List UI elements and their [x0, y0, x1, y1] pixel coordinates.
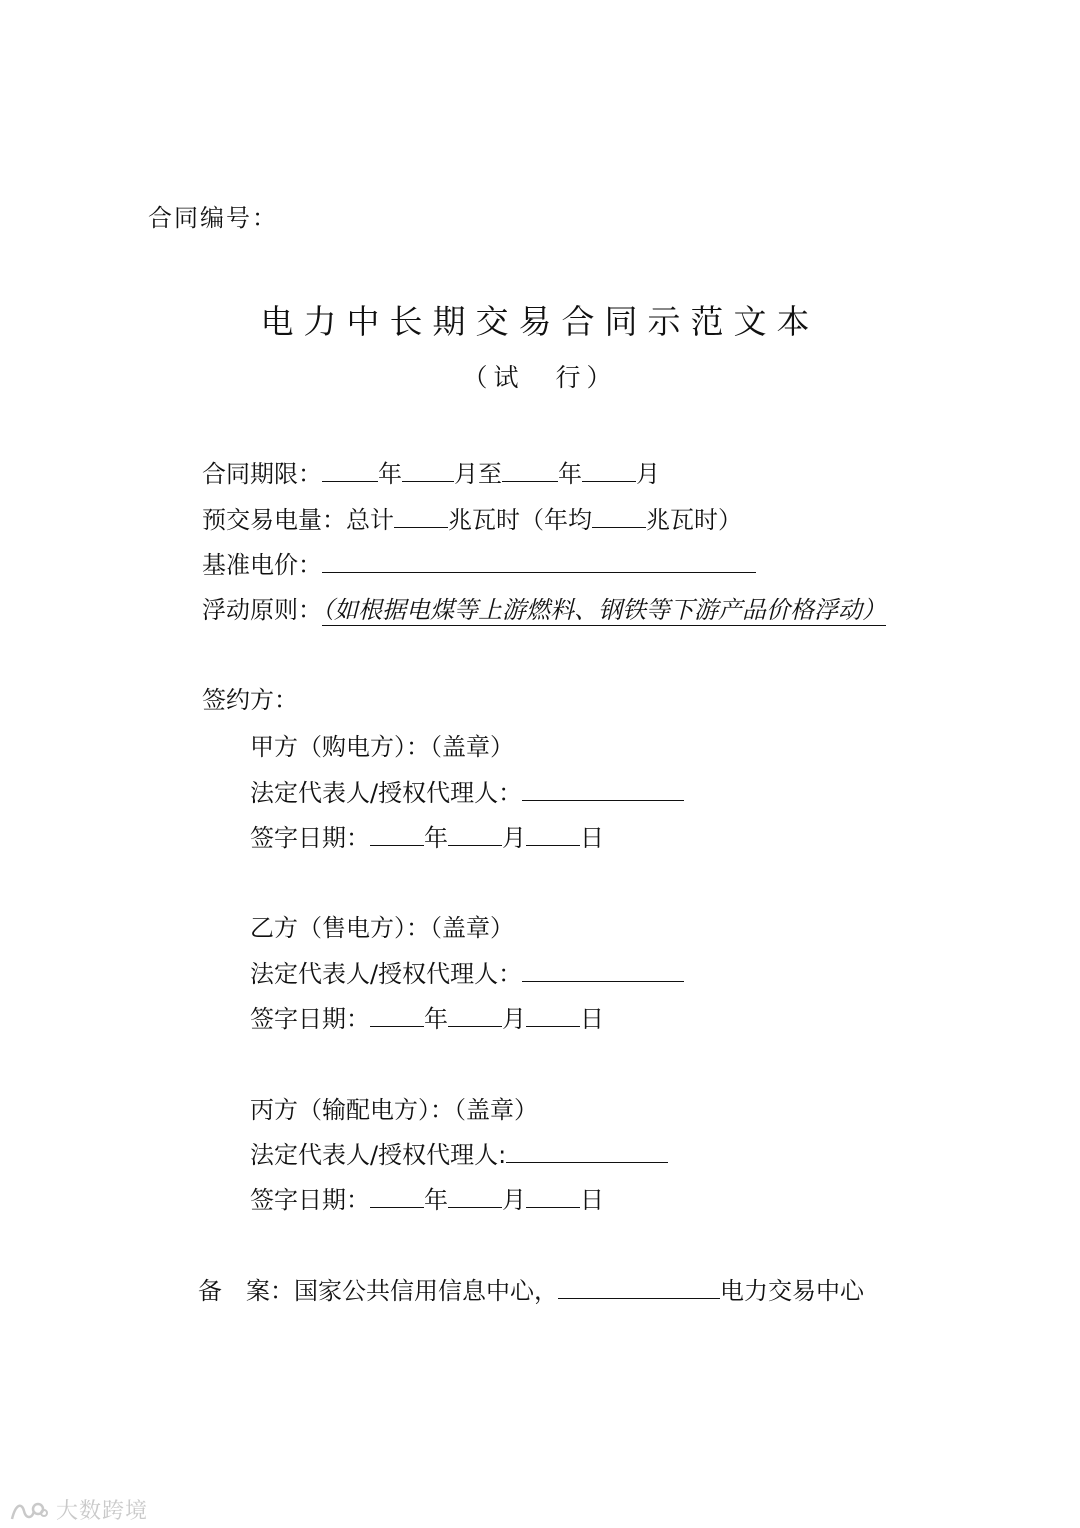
mwh-close-text: 兆瓦时）: [646, 506, 742, 534]
party-b-rep-blank: [522, 961, 684, 982]
trade-volume-row: [202, 506, 742, 534]
party-b-rep-row: [250, 960, 684, 988]
watermark-text: 大数跨境: [56, 1499, 149, 1524]
record-suffix: 电力交易中心: [720, 1277, 864, 1305]
party-b-date-row: [250, 1005, 604, 1033]
party-c-rep-row: [250, 1141, 668, 1169]
document-subtitle: （试 行）: [462, 363, 618, 392]
watermark: [8, 1494, 148, 1525]
party-c-rep-blank: [506, 1142, 668, 1163]
month-blank: [448, 1006, 502, 1027]
party-a-label: 甲方（购电方）：（盖章）: [250, 733, 514, 761]
month-text: 月: [502, 1005, 526, 1033]
float-principle-label: 浮动原则：: [202, 596, 322, 624]
document-title: 电力中长期交易合同示范文本: [260, 302, 820, 341]
base-price-row: [202, 551, 756, 579]
float-principle-row: [202, 596, 886, 624]
sign-date-label: 签字日期：: [250, 1005, 370, 1033]
day-blank: [526, 1006, 580, 1027]
party-b-label: 乙方（售电方）：（盖章）: [250, 914, 514, 942]
watermark-logo-icon: [8, 1499, 48, 1525]
day-blank: [526, 1187, 580, 1208]
day-text: 日: [580, 1186, 604, 1214]
party-a-date-row: [250, 824, 604, 852]
month-to-text: 月至: [454, 460, 502, 488]
record-center-blank: [558, 1278, 720, 1299]
total-text: 总计: [346, 506, 394, 534]
start-month-blank: [402, 461, 454, 482]
base-price-blank: [322, 552, 756, 573]
contract-period-row: [202, 460, 660, 488]
annual-volume-blank: [592, 507, 646, 528]
party-a-rep-row: [250, 779, 684, 807]
year-blank: [370, 1187, 424, 1208]
total-volume-blank: [394, 507, 448, 528]
rep-label: 法定代表人/授权代理人：: [250, 960, 523, 988]
rep-label: 法定代表人/授权代理人：: [250, 779, 523, 807]
party-c-label: 丙方（输配电方）：（盖章）: [250, 1096, 538, 1124]
trade-volume-label: 预交易电量：: [202, 506, 346, 534]
end-year-blank: [502, 461, 558, 482]
sign-date-label: 签字日期：: [250, 824, 370, 852]
end-month-blank: [582, 461, 636, 482]
year-blank: [370, 1006, 424, 1027]
month-blank: [448, 1187, 502, 1208]
record-label: 备 案：: [198, 1277, 294, 1305]
year-text: 年: [424, 1005, 448, 1033]
year-text: 年: [424, 1186, 448, 1214]
record-row: [198, 1277, 864, 1305]
contract-number-label: 合同编号：: [148, 204, 278, 232]
party-a-rep-blank: [522, 780, 684, 801]
year-text: 年: [378, 460, 402, 488]
annual-open-text: （年均: [520, 506, 592, 534]
year-blank: [370, 825, 424, 846]
sign-date-label: 签字日期：: [250, 1186, 370, 1214]
month-text: 月: [502, 1186, 526, 1214]
month-text: 月: [636, 460, 660, 488]
month-text: 月: [502, 824, 526, 852]
record-text: 国家公共信用信息中心，: [294, 1277, 558, 1305]
day-blank: [526, 825, 580, 846]
day-text: 日: [580, 1005, 604, 1033]
float-principle-value: （如根据电煤等上游燃料、钢铁等下游产品价格浮动）: [322, 596, 886, 624]
year-text: 年: [558, 460, 582, 488]
start-year-blank: [322, 461, 378, 482]
year-text: 年: [424, 824, 448, 852]
party-c-date-row: [250, 1186, 604, 1214]
day-text: 日: [580, 824, 604, 852]
rep-label: 法定代表人/授权代理人:: [250, 1141, 507, 1169]
base-price-label: 基准电价：: [202, 551, 322, 579]
signing-parties-label: 签约方：: [202, 686, 298, 714]
contract-period-label: 合同期限：: [202, 460, 322, 488]
month-blank: [448, 825, 502, 846]
mwh-text: 兆瓦时: [448, 506, 520, 534]
